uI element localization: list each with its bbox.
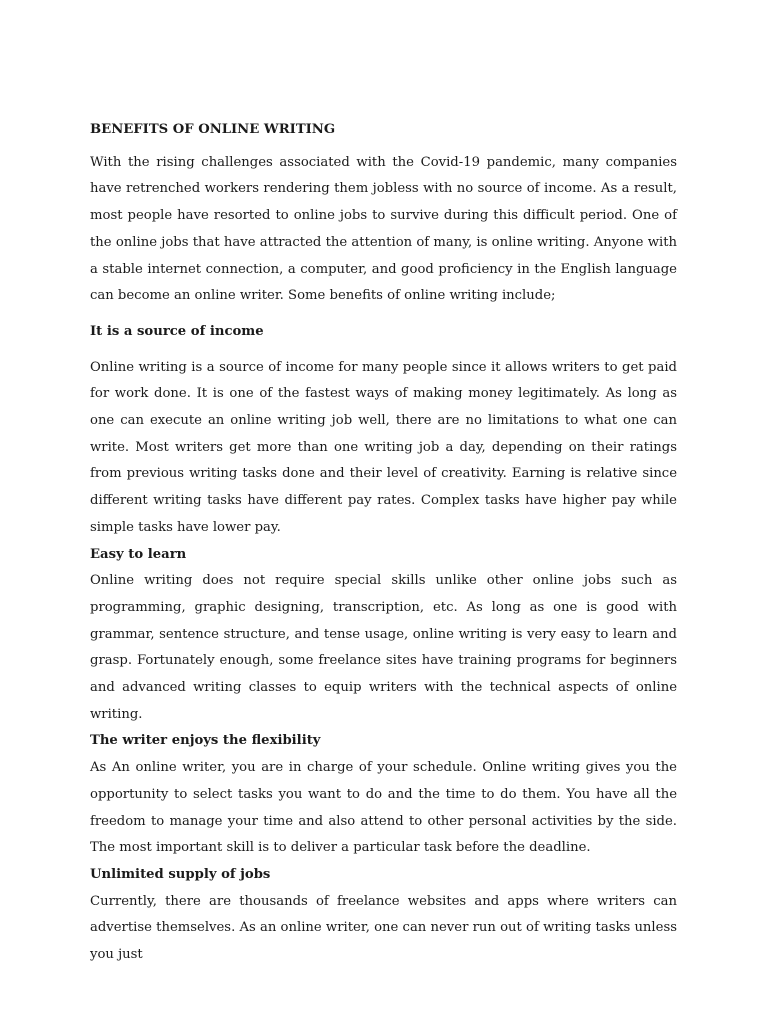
section-heading-source-of-income: It is a source of income	[90, 323, 264, 339]
section-heading-easy-to-learn: Easy to learn	[90, 546, 187, 562]
section-body-flexibility: As An online writer, you are in charge of your schedule. Online writing gives you the opportunity to select tasks you want to do and the time to do them. You have all the freedom to manage your time and also attend to other personal activities by the side. The most important skill is to deliver a particular task before the deadline.	[90, 760, 677, 856]
section-heading-unlimited-jobs: Unlimited supply of jobs	[90, 866, 271, 882]
section-body-unlimited-jobs: Currently, there are thousands of freelance websites and apps where writers can advertise themselves. As an online writer, one can never run out of writing tasks unless you just	[90, 893, 677, 963]
section-body-easy-to-learn: Online writing does not require special skills unlike other online jobs such as programming, graphic designing, transcription, etc. As long as one is good with grammar, sentence structure, and tense usage, online writing is very easy to learn and grasp. Fortunately enough, some freelance sites have training programs for beginners and advanced writing classes to equip writers with the technical aspects of online writing.	[90, 573, 677, 722]
section-heading-flexibility: The writer enjoys the flexibility	[90, 733, 321, 749]
section-body-source-of-income: Online writing is a source of income for many people since it allows writers to get paid for work done. It is one of the fastest ways of making money legitimately. As long as one can execute an online writing job well, there are no limitations to what one can write. Most writers get more than one writing job a day, depending on their ratings from previous writing tasks done and their level of creativity. Earning is relative since different writing tasks have different pay rates. Complex tasks have higher pay while simple tasks have lower pay.	[90, 359, 677, 535]
document-body	[90, 117, 677, 969]
document-title: BENEFITS OF ONLINE WRITING	[90, 122, 336, 137]
intro-paragraph: With the rising challenges associated with the Covid-19 pandemic, many companies have retrenched workers rendering them jobless with no source of income. As a result, most people have resorted to online jobs to survive during this difficult period. One of the online jobs that have attracted the attention of many, is online writing. Anyone with a stable internet connection, a computer, and good proficiency in the English language can become an online writer. Some benefits of online writing include;	[90, 154, 677, 304]
